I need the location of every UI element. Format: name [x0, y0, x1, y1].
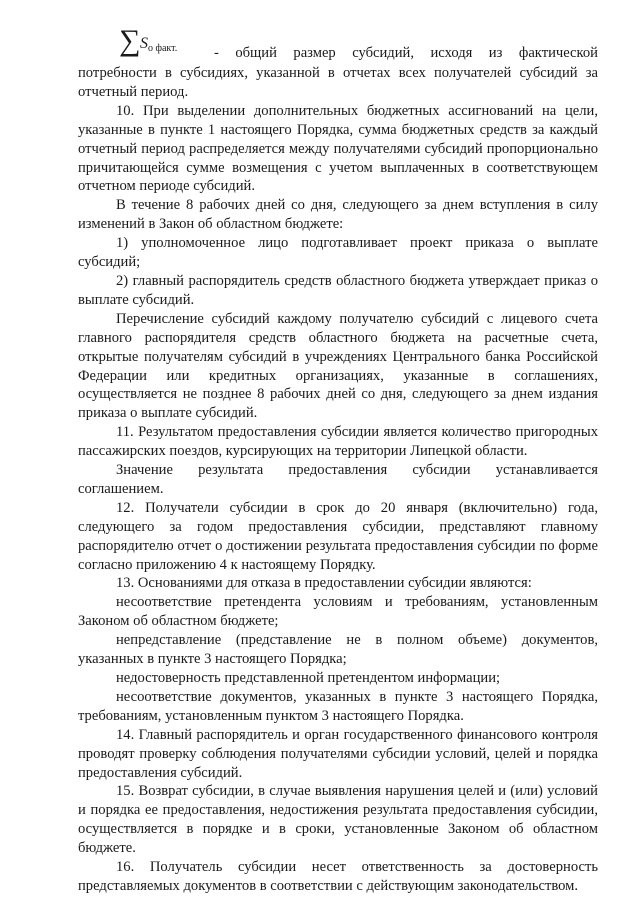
paragraph-12: 12. Получатели субсидии в срок до 20 января (включительно) года, следующего за годом предоставления субсидии, представляют главному распорядителю отчет о достижении результата предоставления субсидии по форме согласно приложению 4 к настоящему Порядку.	[78, 499, 598, 573]
paragraph-16: 16. Получатель субсидии несет ответственность за достоверность представляемых документов в соответствии с действующим законодательством.	[78, 859, 598, 894]
document-body	[78, 24, 598, 896]
paragraph-11: 11. Результатом предоставления субсидии является количество пригородных пассажирских поездов, курсирующих на территории Липецкой области.	[78, 424, 598, 460]
formula-variable: $S_{о факт.}$	[140, 35, 178, 54]
formula-subscript: о факт.	[148, 43, 178, 54]
paragraph-10: 10. При выделении дополнительных бюджетных ассигнований на цели, указанные в пункте 1 настоящего Порядка, сумма бюджетных средств за каждый отчетный период распределяется между получателями субсидий пропорционально причитающейся сумме возмещения с учетом выплаченных в соответствующем отчетном периоде субсидий.	[78, 102, 598, 195]
paragraph-15: 15. Возврат субсидии, в случае выявления нарушения целей и (или) условий и порядка ее предоставления, недостижения результата предоставления субсидии, осуществляется в порядке и в сроки, установленные Законом об областном бюджете.	[78, 783, 598, 857]
paragraph-11-value: Значение результата предоставления субсидии устанавливается соглашением.	[78, 462, 598, 497]
paragraph-13: 13. Основаниями для отказа в предоставлении субсидии являются:	[116, 575, 532, 592]
sigma-symbol: ∑	[119, 24, 141, 57]
paragraph-13-reason-2: непредставление (представление не в полном объеме) документов, указанных в пункте 3 настоящего Порядка;	[78, 632, 598, 668]
paragraph-formula-continuation: потребности в субсидиях, указанной в отчетах всех получателей субсидий за отчетный период.	[78, 65, 598, 100]
formula-definition	[78, 24, 598, 64]
paragraph-10-term: В течение 8 рабочих дней со дня, следующего за днем вступления в силу изменений в Закон об областном бюджете:	[78, 197, 598, 233]
paragraph-10-item-2: 2) главный распорядитель средств областного бюджета утверждает приказ о выплате субсидий.	[78, 272, 598, 308]
paragraph-10-transfer: Перечисление субсидий каждому получателю субсидий с лицевого счета главного распорядителя средств областного бюджета на расчетные счета, открытые получателям субсидий в учреждениях Центрального банка Российской Федерации или кредитных организациях, указанные в соглашениях, осуществляется не позднее 8 рабочих дней со дня, следующего за днем издания приказа о выплате субсидий.	[78, 310, 598, 422]
paragraph-13-reason-1: несоответствие претендента условиям и требованиям, установленным Законом об областном бюджете;	[78, 594, 598, 630]
paragraph-13-reason-4: несоответствие документов, указанных в пункте 3 настоящего Порядка, требованиям, установленным пунктом 3 настоящего Порядка.	[78, 688, 598, 724]
paragraph-14: 14. Главный распорядитель и орган государственного финансового контроля проводят проверку соблюдения получателями субсидии условий, целей и порядка предоставления субсидий.	[78, 726, 598, 781]
paragraph-10-item-1: 1) уполномоченное лицо подготавливает проект приказа о выплате субсидий;	[78, 235, 598, 271]
paragraph-13-reason-3: недостоверность представленной претендентом информации;	[116, 670, 501, 686]
formula-description: - общий размер субсидий, исходя из фактической	[214, 45, 598, 61]
